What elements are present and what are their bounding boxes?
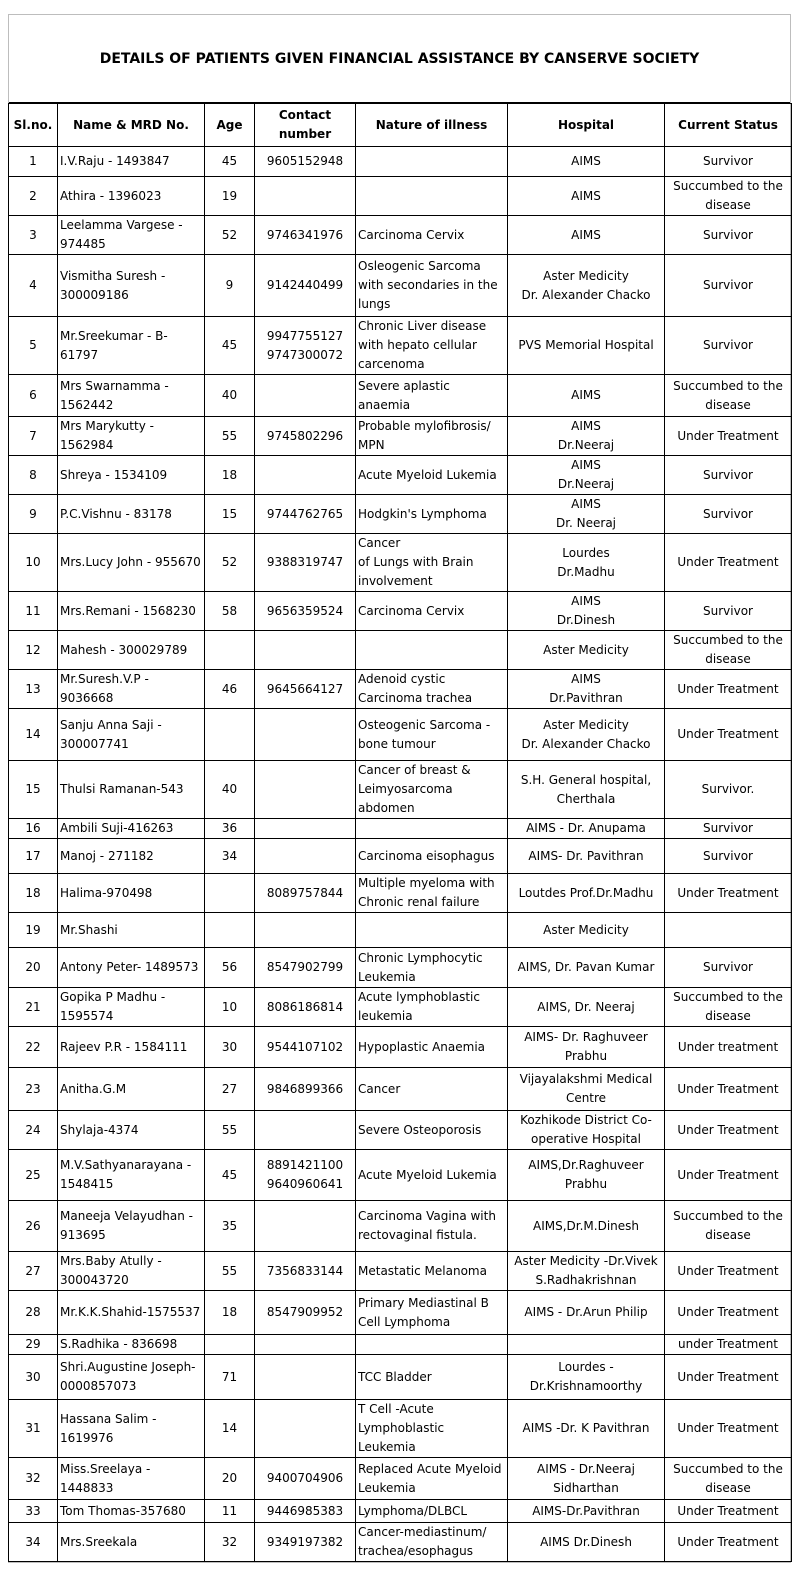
cell-status: Succumbed to the disease [665, 631, 792, 670]
cell-age: 18 [205, 456, 255, 495]
cell-slno: 8 [9, 456, 58, 495]
cell-status: Survivor [665, 147, 792, 177]
table-row [9, 1523, 792, 1562]
cell-hospital [508, 1335, 665, 1355]
cell-status: Under treatment [665, 1027, 792, 1068]
cell-status: Survivor [665, 317, 792, 375]
cell-contact [255, 1335, 356, 1355]
table-row [9, 417, 792, 456]
cell-illness: Cancer of Lungs with Brain involvement [356, 534, 508, 592]
table-row [9, 709, 792, 761]
cell-illness: Hodgkin's Lymphoma [356, 495, 508, 534]
cell-name: M.V.Sathyanarayana - 1548415 [58, 1150, 205, 1201]
table-row [9, 1252, 792, 1291]
cell-status: Succumbed to the disease [665, 177, 792, 216]
cell-illness: TCC Bladder [356, 1355, 508, 1400]
cell-contact: 8547902799 [255, 948, 356, 988]
cell-illness: Cancer-mediastinum/ trachea/esophagus [356, 1523, 508, 1562]
cell-hospital: AIMS -Dr. K Pavithran [508, 1400, 665, 1458]
title-box [9, 15, 790, 103]
cell-hospital: Aster Medicity Dr. Alexander Chacko [508, 709, 665, 761]
table-row [9, 670, 792, 709]
cell-contact: 9645664127 [255, 670, 356, 709]
cell-slno: 30 [9, 1355, 58, 1400]
cell-status: Under Treatment [665, 1068, 792, 1111]
cell-age: 10 [205, 988, 255, 1027]
cell-contact: 9544107102 [255, 1027, 356, 1068]
table-row [9, 1335, 792, 1355]
cell-hospital: Aster Medicity [508, 631, 665, 670]
cell-slno: 25 [9, 1150, 58, 1201]
cell-contact [255, 913, 356, 948]
cell-name: Leelamma Vargese - 974485 [58, 216, 205, 255]
cell-name: Mrs.Lucy John - 955670 [58, 534, 205, 592]
cell-slno: 9 [9, 495, 58, 534]
cell-illness: Adenoid cystic Carcinoma trachea [356, 670, 508, 709]
cell-contact: 9349197382 [255, 1523, 356, 1562]
cell-hospital: AIMS, Dr. Neeraj [508, 988, 665, 1027]
cell-slno: 5 [9, 317, 58, 375]
cell-illness: Acute Myeloid Lukemia [356, 1150, 508, 1201]
cell-contact: 8086186814 [255, 988, 356, 1027]
cell-illness: Probable mylofibrosis/ MPN [356, 417, 508, 456]
cell-hospital: AIMS-Dr.Pavithran [508, 1500, 665, 1523]
cell-slno: 1 [9, 147, 58, 177]
cell-status: Under Treatment [665, 874, 792, 913]
cell-slno: 24 [9, 1111, 58, 1150]
cell-status: Under Treatment [665, 1150, 792, 1201]
cell-contact: 7356833144 [255, 1252, 356, 1291]
cell-hospital: AIMS - Dr.Arun Philip [508, 1291, 665, 1335]
cell-hospital: AIMS Dr.Dinesh [508, 1523, 665, 1562]
cell-age: 52 [205, 534, 255, 592]
cell-contact: 9745802296 [255, 417, 356, 456]
cell-contact [255, 631, 356, 670]
cell-slno: 19 [9, 913, 58, 948]
cell-slno: 27 [9, 1252, 58, 1291]
cell-status: Under Treatment [665, 1291, 792, 1335]
cell-slno: 18 [9, 874, 58, 913]
cell-name: Mahesh - 300029789 [58, 631, 205, 670]
cell-name: Gopika P Madhu - 1595574 [58, 988, 205, 1027]
cell-illness: Cancer of breast & Leimyosarcoma abdomen [356, 761, 508, 819]
cell-contact [255, 456, 356, 495]
cell-name: S.Radhika - 836698 [58, 1335, 205, 1355]
cell-illness: Severe Osteoporosis [356, 1111, 508, 1150]
cell-status: Under Treatment [665, 534, 792, 592]
cell-age: 55 [205, 417, 255, 456]
cell-slno: 32 [9, 1458, 58, 1500]
col-header-hospital: Hospital [508, 104, 665, 147]
cell-slno: 31 [9, 1400, 58, 1458]
table-row [9, 1400, 792, 1458]
cell-illness: Carcinoma Cervix [356, 216, 508, 255]
cell-slno: 13 [9, 670, 58, 709]
cell-illness [356, 177, 508, 216]
cell-status: Survivor [665, 839, 792, 874]
cell-illness: Acute Myeloid Lukemia [356, 456, 508, 495]
cell-name: Rajeev P.R - 1584111 [58, 1027, 205, 1068]
cell-status: Under Treatment [665, 1252, 792, 1291]
table-row [9, 177, 792, 216]
cell-slno: 20 [9, 948, 58, 988]
cell-hospital: S.H. General hospital, Cherthala [508, 761, 665, 819]
cell-contact: 9142440499 [255, 255, 356, 317]
cell-name: Shreya - 1534109 [58, 456, 205, 495]
cell-contact [255, 1355, 356, 1400]
cell-status: Under Treatment [665, 1500, 792, 1523]
cell-contact: 9656359524 [255, 592, 356, 631]
cell-slno: 21 [9, 988, 58, 1027]
cell-age: 35 [205, 1201, 255, 1252]
cell-contact: 9446985383 [255, 1500, 356, 1523]
cell-name: Mr.Suresh.V.P - 9036668 [58, 670, 205, 709]
cell-age [205, 709, 255, 761]
cell-illness: Carcinoma Cervix [356, 592, 508, 631]
cell-name: Mr.K.K.Shahid-1575537 [58, 1291, 205, 1335]
cell-age: 40 [205, 761, 255, 819]
cell-age: 45 [205, 1150, 255, 1201]
cell-slno: 12 [9, 631, 58, 670]
table-row [9, 1291, 792, 1335]
cell-status: Succumbed to the disease [665, 1458, 792, 1500]
cell-status: Under Treatment [665, 1523, 792, 1562]
cell-contact: 8547909952 [255, 1291, 356, 1335]
cell-status: Under Treatment [665, 1355, 792, 1400]
cell-name: Mrs.Remani - 1568230 [58, 592, 205, 631]
cell-name: Mr.Sreekumar - B-61797 [58, 317, 205, 375]
cell-status: Survivor [665, 216, 792, 255]
cell-illness: Chronic Lymphocytic Leukemia [356, 948, 508, 988]
cell-illness: Primary Mediastinal B Cell Lymphoma [356, 1291, 508, 1335]
table-row [9, 948, 792, 988]
table-row [9, 216, 792, 255]
cell-illness: Multiple myeloma with Chronic renal failure [356, 874, 508, 913]
cell-slno: 26 [9, 1201, 58, 1252]
cell-slno: 6 [9, 375, 58, 417]
cell-age [205, 631, 255, 670]
cell-hospital: Aster Medicity -Dr.Vivek S.Radhakrishnan [508, 1252, 665, 1291]
col-header-age: Age [205, 104, 255, 147]
cell-contact [255, 839, 356, 874]
cell-hospital: AIMS [508, 216, 665, 255]
cell-status: Survivor [665, 948, 792, 988]
cell-age: 56 [205, 948, 255, 988]
table-row [9, 1458, 792, 1500]
cell-slno: 7 [9, 417, 58, 456]
cell-slno: 2 [9, 177, 58, 216]
cell-illness: Severe aplastic anaemia [356, 375, 508, 417]
cell-hospital: Loutdes Prof.Dr.Madhu [508, 874, 665, 913]
cell-name: Mrs.Baby Atully - 300043720 [58, 1252, 205, 1291]
cell-slno: 15 [9, 761, 58, 819]
table-row [9, 913, 792, 948]
cell-name: Shylaja-4374 [58, 1111, 205, 1150]
cell-hospital: AIMS Dr. Neeraj [508, 495, 665, 534]
cell-slno: 33 [9, 1500, 58, 1523]
cell-hospital: AIMS Dr.Neeraj [508, 417, 665, 456]
table-row [9, 874, 792, 913]
cell-contact: 9846899366 [255, 1068, 356, 1111]
patients-table [8, 103, 792, 1562]
cell-hospital: AIMS- Dr. Raghuveer Prabhu [508, 1027, 665, 1068]
cell-illness: Metastatic Melanoma [356, 1252, 508, 1291]
cell-age: 34 [205, 839, 255, 874]
cell-name: Shri.Augustine Joseph- 0000857073 [58, 1355, 205, 1400]
cell-slno: 28 [9, 1291, 58, 1335]
table-row [9, 456, 792, 495]
cell-hospital: AIMS [508, 375, 665, 417]
cell-contact [255, 1201, 356, 1252]
table-row [9, 255, 792, 317]
cell-contact [255, 709, 356, 761]
patient-sheet [8, 14, 791, 1563]
cell-hospital: Aster Medicity [508, 913, 665, 948]
cell-age: 45 [205, 147, 255, 177]
col-header-illness: Nature of illness [356, 104, 508, 147]
cell-slno: 22 [9, 1027, 58, 1068]
cell-status: Survivor. [665, 761, 792, 819]
cell-contact: 8891421100 9640960641 [255, 1150, 356, 1201]
table-row [9, 1027, 792, 1068]
table-row [9, 1355, 792, 1400]
cell-status: Succumbed to the disease [665, 375, 792, 417]
cell-contact: 9388319747 [255, 534, 356, 592]
cell-status: Under Treatment [665, 709, 792, 761]
cell-hospital: AIMS,Dr.Raghuveer Prabhu [508, 1150, 665, 1201]
cell-age: 18 [205, 1291, 255, 1335]
cell-illness: Osleogenic Sarcoma with secondaries in the lungs [356, 255, 508, 317]
cell-age: 46 [205, 670, 255, 709]
cell-name: I.V.Raju - 1493847 [58, 147, 205, 177]
cell-age: 52 [205, 216, 255, 255]
cell-illness: Replaced Acute Myeloid Leukemia [356, 1458, 508, 1500]
cell-age: 15 [205, 495, 255, 534]
table-row [9, 839, 792, 874]
table-row [9, 761, 792, 819]
cell-contact [255, 375, 356, 417]
cell-illness: Osteogenic Sarcoma - bone tumour [356, 709, 508, 761]
cell-hospital: PVS Memorial Hospital [508, 317, 665, 375]
cell-status: Under Treatment [665, 1400, 792, 1458]
cell-hospital: AIMS Dr.Pavithran [508, 670, 665, 709]
cell-age: 14 [205, 1400, 255, 1458]
cell-status: Under Treatment [665, 670, 792, 709]
cell-illness [356, 913, 508, 948]
cell-illness: Hypoplastic Anaemia [356, 1027, 508, 1068]
col-header-slno: Sl.no. [9, 104, 58, 147]
cell-age: 30 [205, 1027, 255, 1068]
cell-name: Thulsi Ramanan-543 [58, 761, 205, 819]
cell-age: 71 [205, 1355, 255, 1400]
cell-illness: Carcinoma eisophagus [356, 839, 508, 874]
cell-hospital: AIMS, Dr. Pavan Kumar [508, 948, 665, 988]
cell-hospital: Lourdes - Dr.Krishnamoorthy [508, 1355, 665, 1400]
cell-illness: Acute lymphoblastic leukemia [356, 988, 508, 1027]
cell-contact: 9947755127 9747300072 [255, 317, 356, 375]
cell-name: Hassana Salim - 1619976 [58, 1400, 205, 1458]
table-row [9, 988, 792, 1027]
cell-slno: 14 [9, 709, 58, 761]
cell-age: 20 [205, 1458, 255, 1500]
cell-age: 55 [205, 1252, 255, 1291]
cell-hospital: Aster Medicity Dr. Alexander Chacko [508, 255, 665, 317]
table-row [9, 1068, 792, 1111]
cell-status: Under Treatment [665, 417, 792, 456]
cell-name: Tom Thomas-357680 [58, 1500, 205, 1523]
cell-age [205, 1335, 255, 1355]
cell-illness: Cancer [356, 1068, 508, 1111]
cell-age [205, 913, 255, 948]
cell-slno: 29 [9, 1335, 58, 1355]
header-row [9, 104, 792, 147]
cell-age: 58 [205, 592, 255, 631]
cell-status: Succumbed to the disease [665, 988, 792, 1027]
cell-hospital: AIMS Dr.Dinesh [508, 592, 665, 631]
cell-name: P.C.Vishnu - 83178 [58, 495, 205, 534]
cell-contact: 9400704906 [255, 1458, 356, 1500]
cell-contact [255, 761, 356, 819]
cell-status: Survivor [665, 456, 792, 495]
cell-hospital: AIMS - Dr. Anupama [508, 819, 665, 839]
cell-age: 40 [205, 375, 255, 417]
cell-age: 19 [205, 177, 255, 216]
table-row [9, 819, 792, 839]
cell-status: under Treatment [665, 1335, 792, 1355]
cell-name: Mrs Marykutty - 1562984 [58, 417, 205, 456]
cell-name: Vismitha Suresh - 300009186 [58, 255, 205, 317]
cell-illness [356, 819, 508, 839]
table-row [9, 317, 792, 375]
table-row [9, 1150, 792, 1201]
cell-contact: 9744762765 [255, 495, 356, 534]
cell-status: Survivor [665, 592, 792, 631]
cell-illness [356, 1335, 508, 1355]
col-header-status: Current Status [665, 104, 792, 147]
cell-slno: 10 [9, 534, 58, 592]
cell-age: 27 [205, 1068, 255, 1111]
cell-illness: T Cell -Acute Lymphoblastic Leukemia [356, 1400, 508, 1458]
table-row [9, 1111, 792, 1150]
cell-hospital: AIMS [508, 177, 665, 216]
table-row [9, 1500, 792, 1523]
cell-contact [255, 819, 356, 839]
cell-hospital: Lourdes Dr.Madhu [508, 534, 665, 592]
cell-name: Anitha.G.M [58, 1068, 205, 1111]
cell-hospital: Kozhikode District Co- operative Hospital [508, 1111, 665, 1150]
cell-contact: 9746341976 [255, 216, 356, 255]
cell-name: Halima-970498 [58, 874, 205, 913]
cell-name: Mrs.Sreekala [58, 1523, 205, 1562]
cell-illness [356, 147, 508, 177]
cell-status: Survivor [665, 255, 792, 317]
cell-name: Antony Peter- 1489573 [58, 948, 205, 988]
cell-slno: 34 [9, 1523, 58, 1562]
cell-name: Manoj - 271182 [58, 839, 205, 874]
cell-hospital: AIMS - Dr.Neeraj Sidharthan [508, 1458, 665, 1500]
cell-status: Survivor [665, 495, 792, 534]
cell-age [205, 874, 255, 913]
cell-illness: Chronic Liver disease with hepato cellular carcenoma [356, 317, 508, 375]
cell-age: 45 [205, 317, 255, 375]
page-title: DETAILS OF PATIENTS GIVEN FINANCIAL ASSISTANCE BY CANSERVE SOCIETY [99, 50, 700, 67]
cell-contact [255, 177, 356, 216]
cell-illness [356, 631, 508, 670]
table-body [9, 147, 792, 1562]
cell-name: Mrs Swarnamma - 1562442 [58, 375, 205, 417]
col-header-name: Name & MRD No. [58, 104, 205, 147]
cell-slno: 23 [9, 1068, 58, 1111]
table-row [9, 534, 792, 592]
cell-slno: 11 [9, 592, 58, 631]
cell-status: Under Treatment [665, 1111, 792, 1150]
cell-age: 11 [205, 1500, 255, 1523]
cell-contact: 8089757844 [255, 874, 356, 913]
cell-status: Survivor [665, 819, 792, 839]
table-row [9, 147, 792, 177]
cell-age: 55 [205, 1111, 255, 1150]
cell-status: Succumbed to the disease [665, 1201, 792, 1252]
table-row [9, 375, 792, 417]
cell-name: Miss.Sreelaya - 1448833 [58, 1458, 205, 1500]
cell-slno: 16 [9, 819, 58, 839]
table-row [9, 495, 792, 534]
cell-slno: 3 [9, 216, 58, 255]
table-row [9, 631, 792, 670]
cell-contact: 9605152948 [255, 147, 356, 177]
cell-contact [255, 1400, 356, 1458]
cell-name: Athira - 1396023 [58, 177, 205, 216]
table-row [9, 592, 792, 631]
cell-contact [255, 1111, 356, 1150]
cell-hospital: AIMS [508, 147, 665, 177]
cell-hospital: AIMS Dr.Neeraj [508, 456, 665, 495]
cell-hospital: Vijayalakshmi Medical Centre [508, 1068, 665, 1111]
cell-age: 36 [205, 819, 255, 839]
table-row [9, 1201, 792, 1252]
cell-name: Ambili Suji-416263 [58, 819, 205, 839]
col-header-contact: Contact number [255, 104, 356, 147]
cell-age: 9 [205, 255, 255, 317]
cell-status [665, 913, 792, 948]
cell-illness: Lymphoma/DLBCL [356, 1500, 508, 1523]
cell-illness: Carcinoma Vagina with rectovaginal fistula. [356, 1201, 508, 1252]
cell-age: 32 [205, 1523, 255, 1562]
cell-name: Mr.Shashi [58, 913, 205, 948]
cell-slno: 4 [9, 255, 58, 317]
cell-slno: 17 [9, 839, 58, 874]
cell-name: Maneeja Velayudhan - 913695 [58, 1201, 205, 1252]
cell-hospital: AIMS- Dr. Pavithran [508, 839, 665, 874]
cell-name: Sanju Anna Saji - 300007741 [58, 709, 205, 761]
cell-hospital: AIMS,Dr.M.Dinesh [508, 1201, 665, 1252]
